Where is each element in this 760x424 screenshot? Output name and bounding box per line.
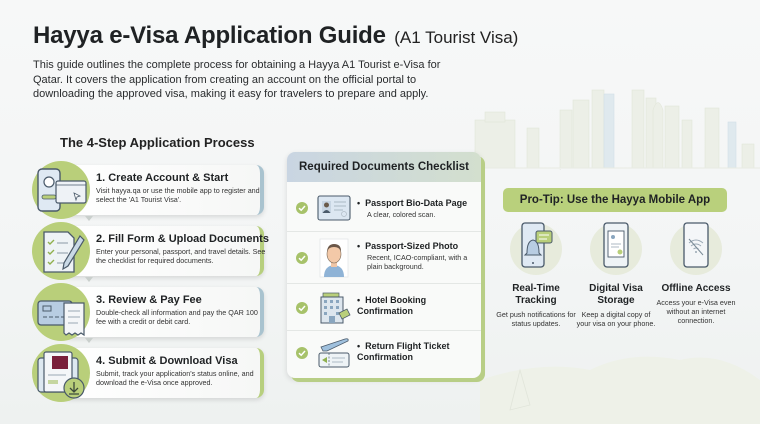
checklist-item bbox=[287, 285, 481, 331]
step-card bbox=[62, 348, 264, 398]
checklist-item bbox=[287, 184, 481, 232]
steps-heading: The 4-Step Application Process bbox=[60, 135, 255, 150]
phone-no-wifi-icon bbox=[678, 219, 714, 275]
protip-banner: Pro-Tip: Use the Hayya Mobile App bbox=[503, 188, 727, 212]
doc-title: • Return Flight Ticket Confirmation bbox=[357, 341, 472, 363]
step-desc: Submit, track your application's status online, and download the e-Visa once approved. bbox=[96, 369, 254, 387]
title-subtitle: (A1 Tourist Visa) bbox=[394, 28, 519, 47]
doc-desc: A clear, colored scan. bbox=[367, 210, 436, 219]
download-visa-icon bbox=[34, 348, 90, 404]
hotel-icon bbox=[315, 289, 353, 325]
step-title: 1. Create Account & Start bbox=[96, 172, 229, 184]
feature-icon-bg bbox=[590, 223, 642, 275]
step-4 bbox=[32, 348, 264, 398]
step-2 bbox=[32, 226, 269, 276]
desert-dunes-illustration bbox=[480, 350, 760, 424]
intro-paragraph: This guide outlines the complete process for obtaining a Hayya A1 Tourist e-Visa for Qatar. It covers the application from creating an account on the official portal to downloading the approved visa, making it easy for travelers to prepare and apply. bbox=[33, 59, 441, 100]
page-title bbox=[33, 22, 518, 50]
step-desc: Double-check all information and pay the QAR 100 fee with a credit or debit card. bbox=[96, 308, 258, 326]
check-icon bbox=[296, 202, 308, 214]
phone-notification-icon bbox=[518, 219, 554, 275]
check-icon bbox=[296, 347, 308, 359]
step-title: 2. Fill Form & Upload Documents bbox=[96, 233, 269, 245]
form-pen-icon bbox=[34, 226, 90, 282]
feature-icon-bg bbox=[670, 223, 722, 275]
doha-skyline-illustration bbox=[470, 40, 760, 170]
step-title: 3. Review & Pay Fee bbox=[96, 294, 202, 306]
flight-ticket-icon bbox=[315, 335, 353, 371]
check-icon bbox=[296, 302, 308, 314]
step-desc: Visit hayya.qa or use the mobile app to register and select the 'A1 Tourist Visa'. bbox=[96, 186, 260, 204]
feature-desc: Access your e-Visa even without an internet connection. bbox=[656, 298, 736, 325]
step-card bbox=[62, 165, 264, 215]
phone-document-icon bbox=[598, 219, 634, 275]
feature-icon-bg bbox=[510, 223, 562, 275]
feature-title: Offline Access bbox=[661, 283, 731, 294]
title-main: Hayya e-Visa Application Guide bbox=[33, 22, 386, 49]
feature-title: Real-Time Tracking bbox=[512, 283, 560, 306]
feature-real-time-tracking bbox=[496, 223, 576, 328]
step-1 bbox=[32, 165, 264, 215]
checklist-heading: Required Documents Checklist bbox=[287, 152, 481, 182]
feature-desc: Get push notifications for status updates. bbox=[496, 310, 576, 328]
step-card bbox=[62, 287, 264, 337]
step-3 bbox=[32, 287, 264, 337]
feature-title: Digital Visa Storage bbox=[589, 283, 643, 306]
doc-desc: Recent, ICAO-compliant, with a plain background. bbox=[367, 253, 468, 271]
portrait-photo-icon bbox=[315, 238, 353, 278]
checklist-item bbox=[287, 332, 481, 378]
doc-title: • Hotel Booking Confirmation bbox=[357, 295, 472, 317]
check-icon bbox=[296, 252, 308, 264]
doc-title: • Passport Bio-Data Page bbox=[357, 198, 467, 209]
checklist-item bbox=[287, 232, 481, 284]
step-card bbox=[62, 226, 269, 276]
feature-desc: Keep a digital copy of your visa on your phone. bbox=[576, 310, 656, 328]
feature-digital-visa-storage bbox=[576, 223, 656, 328]
step-title: 4. Submit & Download Visa bbox=[96, 355, 238, 367]
step-desc: Enter your personal, passport, and travel details. See the checklist for required documents. bbox=[96, 247, 266, 265]
phone-browser-icon bbox=[34, 165, 90, 221]
feature-offline-access bbox=[656, 223, 736, 325]
doc-title: • Passport-Sized Photo bbox=[357, 241, 458, 252]
documents-checklist bbox=[287, 152, 481, 378]
card-receipt-icon bbox=[34, 287, 90, 343]
passport-page-icon bbox=[315, 190, 353, 226]
